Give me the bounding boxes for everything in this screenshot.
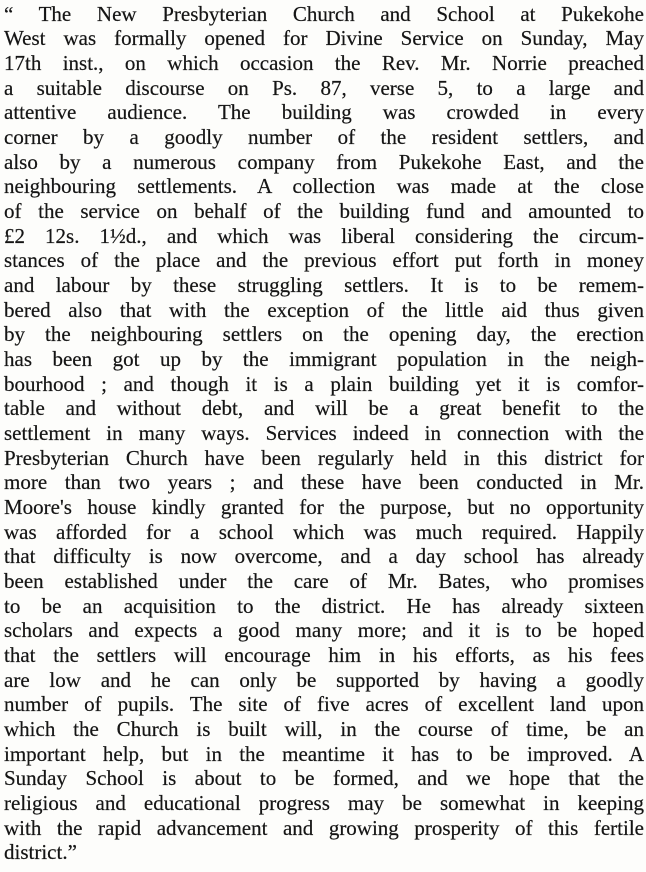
text-line-25: to be an acquisition to the district. He has already sixteen <box>4 594 644 618</box>
text-line-11: stances of the place and the previous effort put forth in money <box>4 248 644 272</box>
text-line-30: which the Church is built will, in the course of time, be an <box>4 717 644 741</box>
text-line-3: 17th inst., on which occasion the Rev. Mr. Norrie preached <box>4 51 644 75</box>
text-line-6: corner by a goodly number of the resident settlers, and <box>4 125 644 149</box>
text-line-12: and labour by these struggling settlers. It is to be remem- <box>4 273 644 297</box>
text-line-31: important help, but in the meantime it has to be improved. A <box>4 742 644 766</box>
text-line-27: that the settlers will encourage him in his efforts, as his fees <box>4 643 644 667</box>
text-line-26: scholars and expects a good many more; and it is to be hoped <box>4 618 644 642</box>
text-line-20: more than two years ; and these have been conducted in Mr. <box>4 470 644 494</box>
text-line-18: settlement in many ways. Services indeed in connection with the <box>4 421 644 445</box>
text-line-10: £2 12s. 1½d., and which was liberal considering the circum- <box>4 224 644 248</box>
text-line-9: of the service on behalf of the building fund and amounted to <box>4 199 644 223</box>
text-line-19: Presbyterian Church have been regularly held in this district for <box>4 446 644 470</box>
text-line-35: district.” <box>4 840 77 864</box>
text-line-15: has been got up by the immigrant population in the neigh- <box>4 347 644 371</box>
text-line-5: attentive audience. The building was crowded in every <box>4 100 644 124</box>
text-line-1: “ The New Presbyterian Church and School at Pukekohe <box>4 2 644 26</box>
text-line-33: religious and educational progress may be somewhat in keeping <box>4 791 644 815</box>
text-line-34: with the rapid advancement and growing prosperity of this fertile <box>4 816 644 840</box>
text-line-16: bourhood ; and though it is a plain building yet it is comfor- <box>4 372 644 396</box>
text-line-24: been established under the care of Mr. Bates, who promises <box>4 569 644 593</box>
text-line-8: neighbouring settlements. A collection was made at the close <box>4 174 644 198</box>
text-line-23: that difficulty is now overcome, and a day school has already <box>4 544 644 568</box>
text-line-2: West was formally opened for Divine Service on Sunday, May <box>4 26 644 50</box>
text-line-21: Moore's house kindly granted for the purpose, but no opportunity <box>4 495 644 519</box>
text-line-7: also by a numerous company from Pukekohe East, and the <box>4 150 644 174</box>
text-line-14: by the neighbouring settlers on the opening day, the erection <box>4 322 644 346</box>
text-line-13: bered also that with the exception of the little aid thus given <box>4 298 644 322</box>
text-line-22: was afforded for a school which was much required. Happily <box>4 520 644 544</box>
text-line-17: table and without debt, and will be a great benefit to the <box>4 396 644 420</box>
text-line-4: a suitable discourse on Ps. 87, verse 5, to a large and <box>4 76 644 100</box>
text-line-32: Sunday School is about to be formed, and we hope that the <box>4 766 644 790</box>
text-line-28: are low and he can only be supported by having a goodly <box>4 668 644 692</box>
text-line-29: number of pupils. The site of five acres of excellent land upon <box>4 692 644 716</box>
